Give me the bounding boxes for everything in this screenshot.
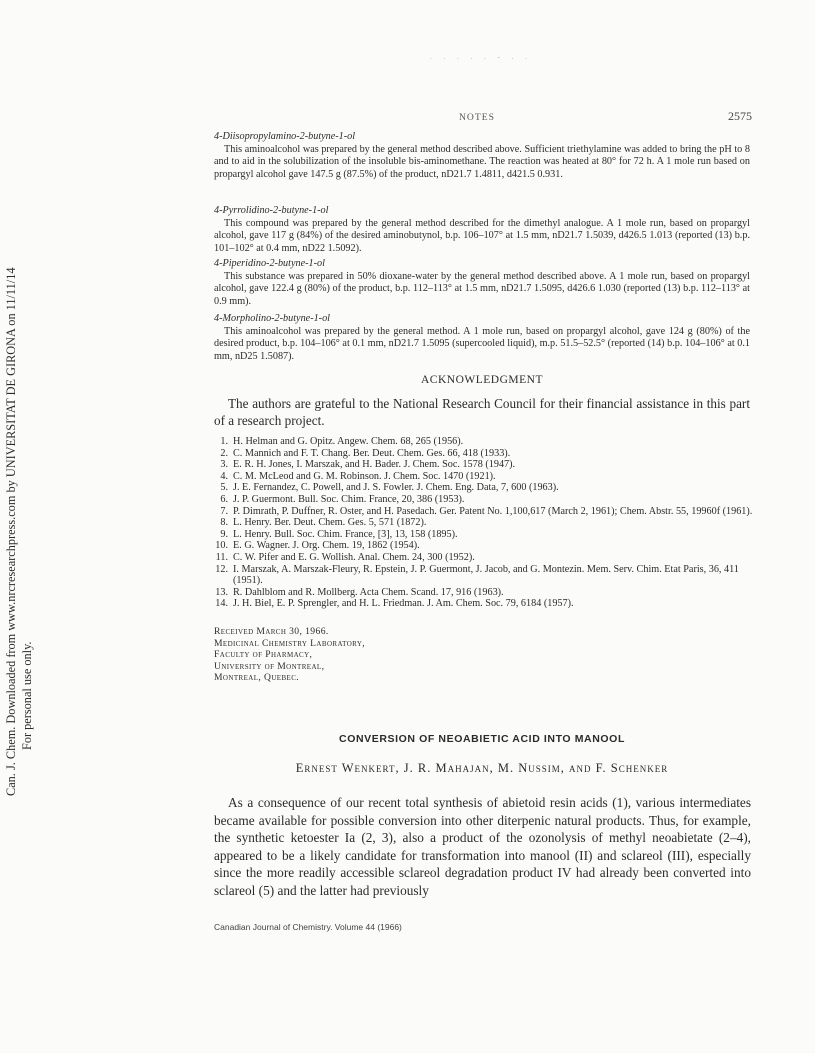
- compound-text: This aminoalcohol was prepared by the general method described above. Sufficient triethylamine was added to bring the pH to 8 and to aid in the solubilization of the insoluble bis-aminomethane. The reaction was heated at 80° for 72 h. A 1 mole run based on propargyl alcohol gave 147.5 g (87.5%) of the product, nD21.7 1.4811, d421.5 0.931.: [214, 143, 750, 180]
- running-title: NOTES: [459, 112, 495, 123]
- compound-text: This aminoalcohol was prepared by the general method. A 1 mole run, based on propargyl alcohol, gave 124 g (80%) of the desired product, b.p. 104–106° at 0.1 mm, nD21.7 1.5095 (supercooled liquid), m.p. 51.5–52.5° (reported (14) b.p. 104–106° at 0.1 mm, nD25 1.5087).: [214, 325, 750, 362]
- received-date: Received March 30, 1966.: [214, 626, 329, 637]
- compound-title: 4-Diisopropylamino-2-butyne-1-ol: [214, 131, 356, 142]
- watermark-line-1: Can. J. Chem. Downloaded from www.nrcresearchpress.com by UNIVERSITAT DE GIRONA on 11/11/14: [4, 267, 18, 796]
- compound-section: [214, 313, 750, 363]
- reference-item: 13. R. Dahlblom and R. Mollberg. Acta Chem. Scand. 17, 916 (1963).: [215, 586, 504, 598]
- reference-item: 11. C. W. Pifer and E. G. Wollish. Anal. Chem. 24, 300 (1952).: [215, 551, 475, 563]
- reference-item: 7. P. Dimrath, P. Duffner, R. Oster, and H. Pasedach. Ger. Patent No. 1,100,617 (March 2, 1961); Chem. Abstr. 55, 19960f (1961).: [220, 505, 753, 517]
- received-affiliation: [214, 626, 365, 684]
- reference-item: 2. C. Mannich and F. T. Chang. Ber. Deut. Chem. Ges. 66, 418 (1933).: [220, 447, 511, 459]
- page-number: 2575: [728, 109, 752, 123]
- reference-item: 5. J. E. Fernandez, C. Powell, and J. S. Fowler. J. Chem. Eng. Data, 7, 600 (1963).: [220, 482, 559, 494]
- affiliation-line: Montreal, Quebec.: [214, 672, 300, 684]
- affiliation-line: University of Montreal,: [214, 660, 325, 672]
- article-body: As a consequence of our recent total synthesis of abietoid resin acids (1), various intermediates became available for possible conversion into other diterpenic natural products. Thus, for example, the synthetic ketoester Ia (2, 3), also a product of the ozonolysis of methyl neoabietate (2–4), appeared to be a likely candidate for transformation into manool (II) and sclareol (III), especially since the more readily accessible sclareol degradation product IV had already been converted into sclareol (5) and the latter had previously: [214, 795, 751, 898]
- journal-footer: Canadian Journal of Chemistry. Volume 44 (1966): [214, 922, 402, 932]
- compound-section: [214, 205, 750, 255]
- compound-text: This substance was prepared in 50% dioxane-water by the general method described above. A 1 mole run, based on propargyl alcohol, gave 122.4 g (80%) of the product, b.p. 112–113° at 1.5 mm, nD21.7 1.5095, d426.6 1.030 (reported (13) b.p. 112–113° at 0.9 mm).: [214, 270, 750, 307]
- acknowledgment-heading: ACKNOWLEDGMENT: [421, 374, 543, 386]
- affiliation-line: Faculty of Pharmacy,: [214, 649, 313, 661]
- reference-item: 14. J. H. Biel, E. P. Sprengler, and H. L. Friedman. J. Am. Chem. Soc. 79, 6184 (1957).: [215, 598, 574, 610]
- compound-section: [214, 131, 750, 181]
- download-watermark: [0, 230, 36, 800]
- compound-text: This compound was prepared by the general method described for the dimethyl analogue. A 1 mole run, based on propargyl alcohol, gave 117 g (84%) of the desired aminobutynol, b.p. 106–107° at 1.5 mm, nD21.7 1.5039, d426.5 1.013 (reported (13) b.p. 101–102° at 0.4 mm, nD22 1.5092).: [214, 217, 750, 254]
- compound-title: 4-Pyrrolidino-2-butyne-1-ol: [214, 205, 329, 216]
- reference-item: 4. C. M. McLeod and G. M. Robinson. J. Chem. Soc. 1470 (1921).: [220, 470, 496, 482]
- reference-item: 10. E. G. Wagner. J. Org. Chem. 19, 1862 (1954).: [215, 540, 420, 552]
- affiliation-line: Medicinal Chemistry Laboratory,: [214, 637, 366, 649]
- watermark-line-2: For personal use only.: [20, 641, 34, 750]
- compound-title: 4-Morpholino-2-butyne-1-ol: [214, 313, 330, 324]
- article-authors: Ernest Wenkert, J. R. Mahajan, M. Nussim, and F. Schenker: [295, 761, 669, 775]
- reference-item: 9. L. Henry. Bull. Soc. Chim. France, [3], 13, 158 (1895).: [220, 528, 458, 540]
- reference-item: 3. E. R. H. Jones, I. Marszak, and H. Bader. J. Chem. Soc. 1578 (1947).: [220, 459, 516, 471]
- acknowledgment-text: The authors are grateful to the National Research Council for their financial assistance in this part of a research project.: [214, 396, 750, 428]
- reference-item: 6. J. P. Guermont. Bull. Soc. Chim. France, 20, 386 (1953).: [220, 493, 465, 505]
- article-title: CONVERSION OF NEOABIETIC ACID INTO MANOOL: [339, 733, 625, 745]
- reference-item: 12. I. Marszak, A. Marszak-Fleury, R. Epstein, J. P. Guermont, J. Jacob, and G. Montezin. Mem. Serv. Chim. Etat Paris, 36, 411 (1951).: [215, 563, 739, 587]
- scan-marks: . . . . . - . .: [430, 53, 532, 61]
- compound-section: [214, 258, 750, 308]
- compound-title: 4-Piperidino-2-butyne-1-ol: [214, 258, 325, 269]
- reference-list: [214, 436, 754, 610]
- reference-item: 8. L. Henry. Ber. Deut. Chem. Ges. 5, 571 (1872).: [220, 517, 427, 529]
- reference-item: 1. H. Helman and G. Opitz. Angew. Chem. 68, 265 (1956).: [220, 436, 464, 447]
